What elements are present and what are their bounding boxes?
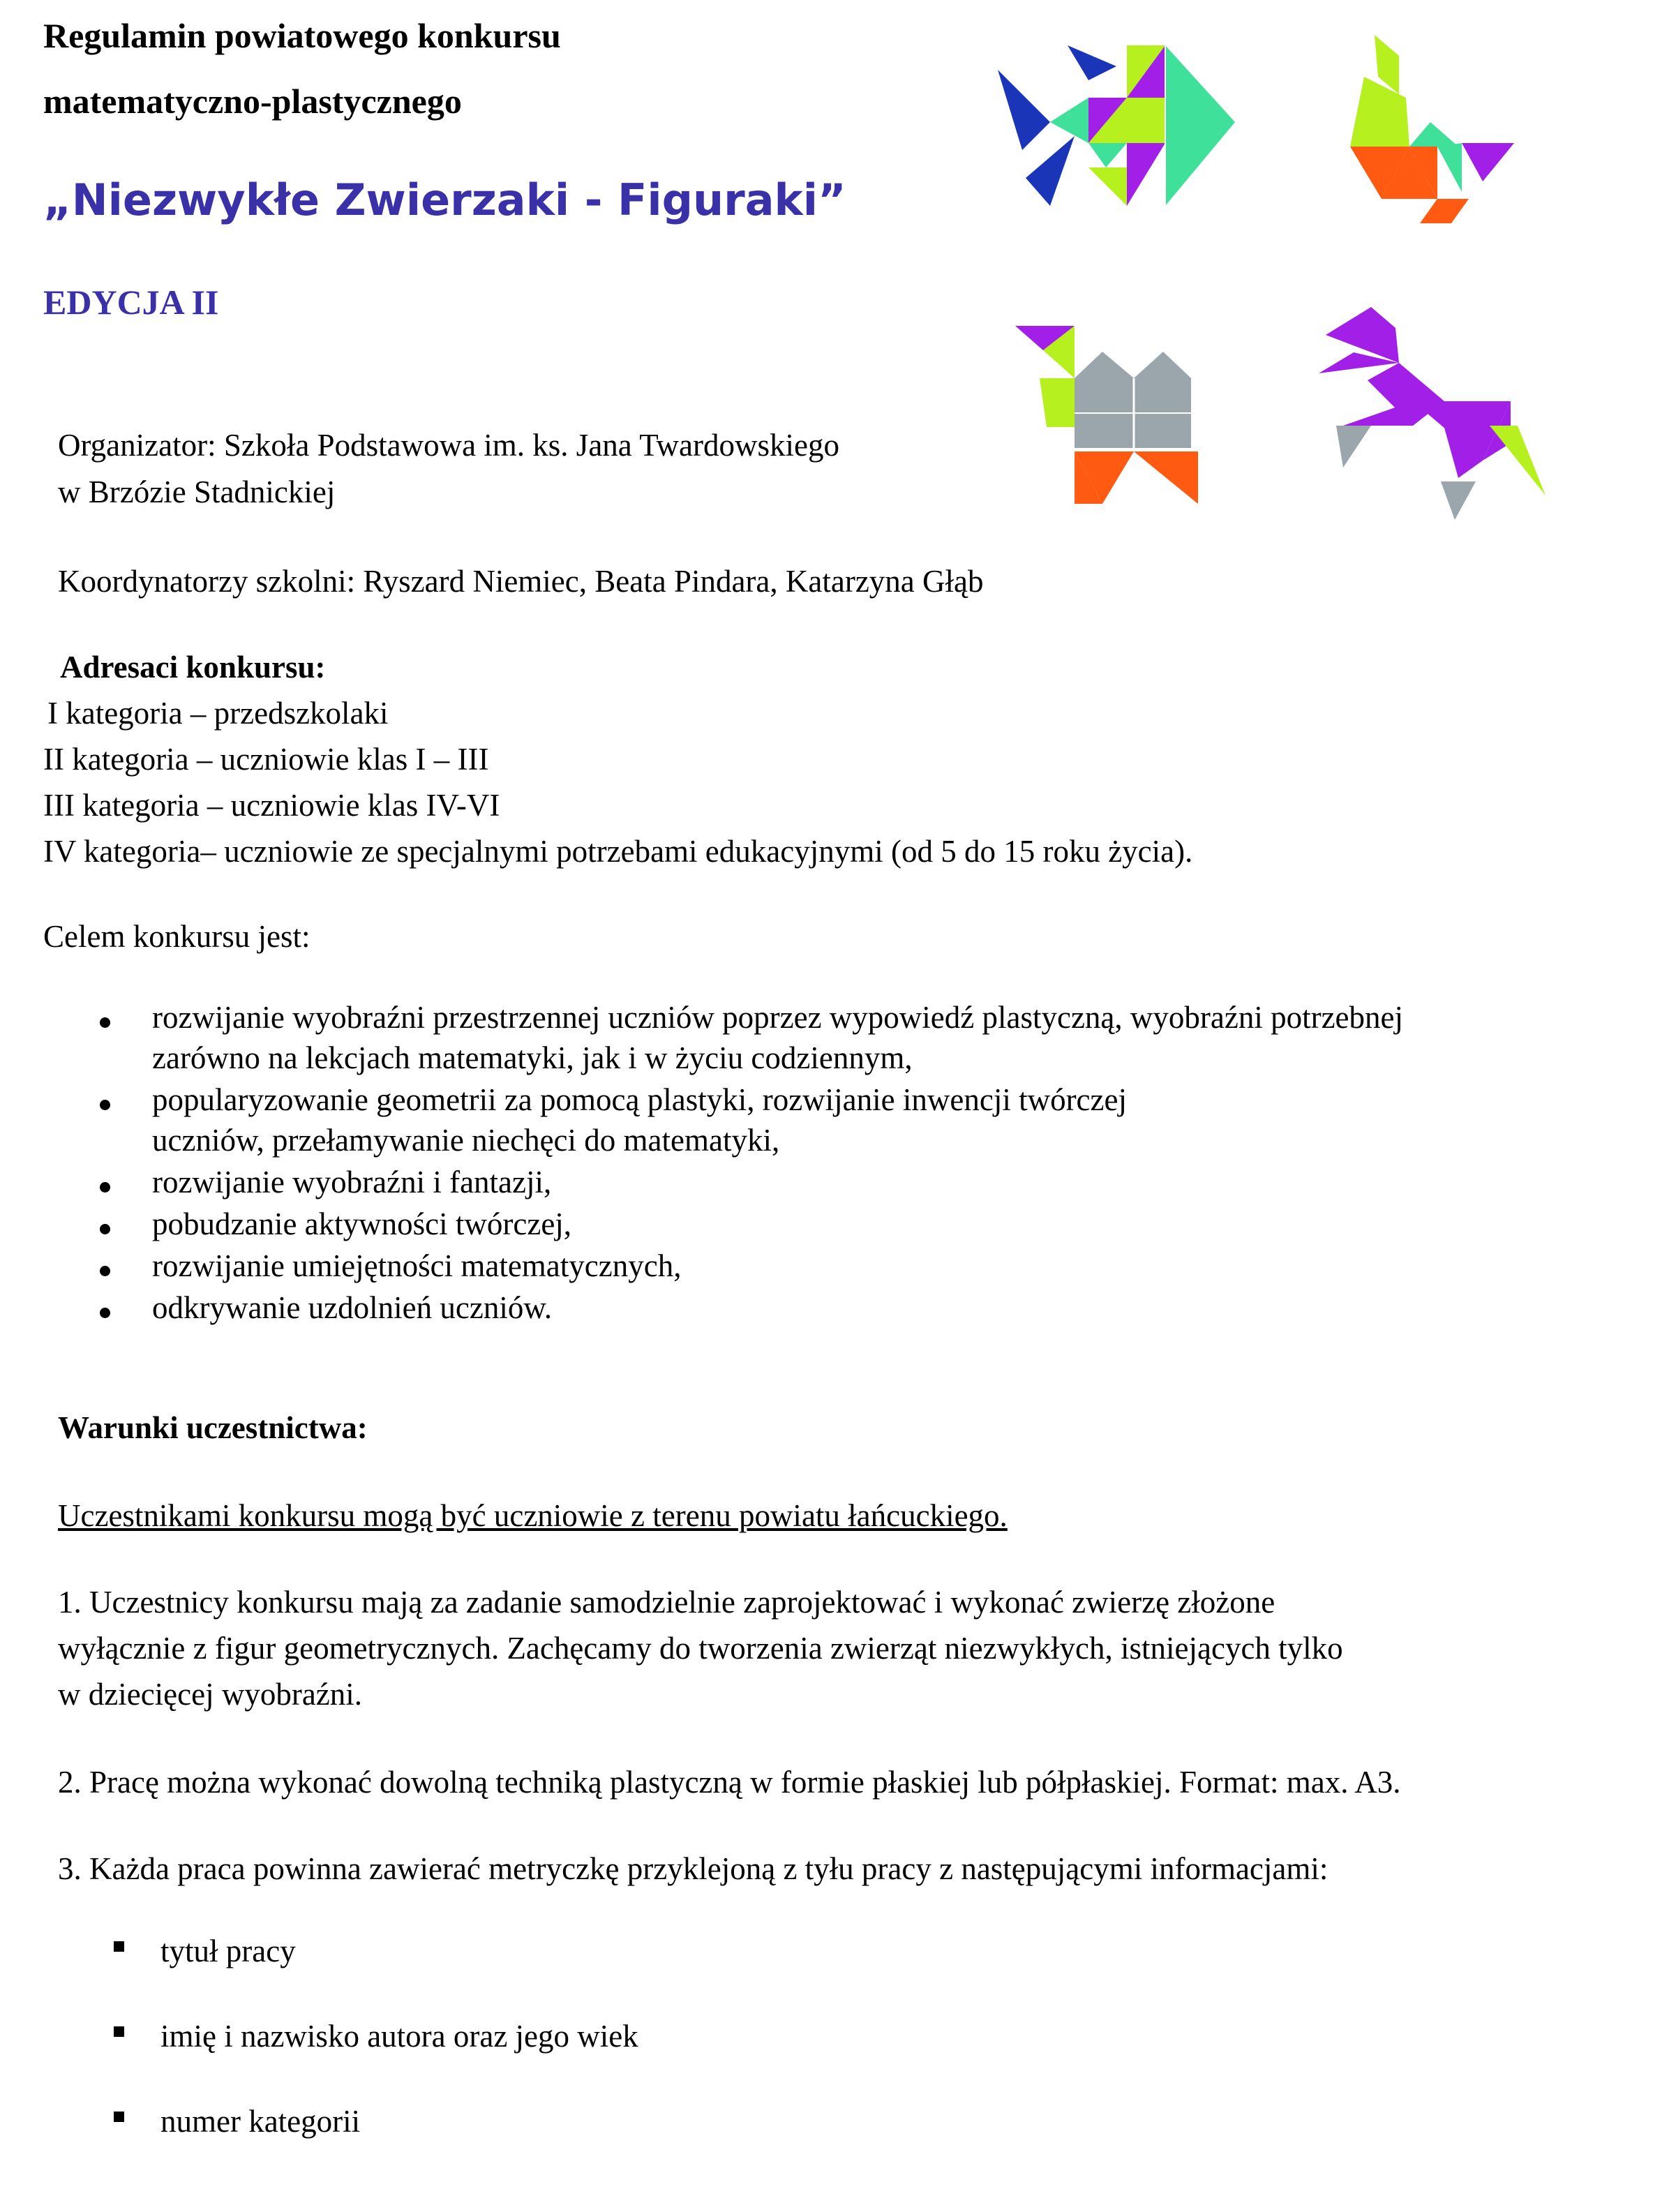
bullet-icon xyxy=(100,1308,110,1318)
bullet-icon xyxy=(100,1100,110,1110)
conditions-heading: Warunki uczestnictwa: xyxy=(58,1410,368,1445)
eligibility-note: Uczestnikami konkursu mogą być uczniowie z terenu powiatu łańcuckiego. xyxy=(58,1498,1008,1533)
bullet-icon xyxy=(100,1182,110,1193)
camel-tangram-icon xyxy=(1015,322,1207,507)
rule-1-line-3: w dziecięcej wyobraźni. xyxy=(58,1677,363,1712)
goals-heading: Celem konkursu jest: xyxy=(43,919,310,954)
bullet-icon xyxy=(100,1266,110,1276)
organizer-line-2: w Brzózie Stadnickiej xyxy=(58,474,336,509)
organizer-line-1: Organizator: Szkoła Podstawowa im. ks. Jana Twardowskiego xyxy=(58,428,839,463)
title-line-1: Regulamin powiatowego konkursu xyxy=(43,16,561,55)
rule-3: 3. Każda praca powinna zawierać metryczkę przyklejoną z tyłu pracy z następującymi informacjami: xyxy=(58,1851,1329,1886)
bullet-icon xyxy=(100,1224,110,1234)
square-bullet-icon xyxy=(114,2112,124,2122)
goal-item-continued: uczniów, przełamywanie niechęci do matematyki, xyxy=(152,1123,780,1158)
rule-2: 2. Pracę można wykonać dowolną techniką plastyczną w formie płaskiej lub półpłaskiej. Format: max. A3. xyxy=(58,1765,1401,1800)
title-line-2: matematyczno-plastycznego xyxy=(43,82,462,121)
square-bullet-icon xyxy=(114,1941,124,1952)
category-item: III kategoria – uczniowie klas IV-VI xyxy=(43,788,500,823)
goal-item: rozwijanie umiejętności matematycznych, xyxy=(152,1248,682,1283)
goal-item: odkrywanie uzdolnień uczniów. xyxy=(152,1290,553,1325)
goal-item: popularyzowanie geometrii za pomocą plastyki, rozwijanie inwencji twórczej xyxy=(152,1082,1127,1117)
edition-label: EDYCJA II xyxy=(43,283,219,322)
coordinators: Koordynatorzy szkolni: Ryszard Niemiec, Beata Pindara, Katarzyna Głąb xyxy=(58,564,984,599)
square-bullet-icon xyxy=(114,2026,124,2037)
rule-1-line-2: wyłącznie z figur geometrycznych. Zachęcamy do tworzenia zwierząt niezwykłych, istniejących tylko xyxy=(58,1631,1343,1666)
rule-1-line-1: 1. Uczestnicy konkursu mają za zadanie samodzielnie zaprojektować i wykonać zwierzę złożone xyxy=(58,1585,1275,1620)
fish-tangram-icon xyxy=(998,38,1249,209)
label-item: imię i nazwisko autora oraz jego wiek xyxy=(160,2019,638,2054)
goal-item: pobudzanie aktywności twórczej, xyxy=(152,1206,572,1241)
goal-item-continued: zarówno na lekcjach matematyki, jak i w życiu codziennym, xyxy=(152,1040,913,1075)
category-item: I kategoria – przedszkolaki xyxy=(47,696,389,731)
swan-tangram-icon xyxy=(1340,28,1518,227)
contest-name: „Niezwykłe Zwierzaki - Figuraki” xyxy=(43,174,846,225)
bullet-icon xyxy=(100,1017,110,1028)
label-item: numer kategorii xyxy=(160,2104,361,2139)
category-item: II kategoria – uczniowie klas I – III xyxy=(43,742,489,777)
recipients-heading: Adresaci konkursu: xyxy=(60,650,326,685)
label-item: tytuł pracy xyxy=(160,1934,296,1968)
goal-item: rozwijanie wyobraźni przestrzennej uczniów poprzez wypowiedź plastyczną, wyobraźni potrzebnej xyxy=(152,1000,1403,1035)
horse-tangram-icon xyxy=(1315,297,1545,520)
category-item: IV kategoria– uczniowie ze specjalnymi potrzebami edukacyjnymi (od 5 do 15 roku życia). xyxy=(43,834,1193,869)
goal-item: rozwijanie wyobraźni i fantazji, xyxy=(152,1165,552,1200)
